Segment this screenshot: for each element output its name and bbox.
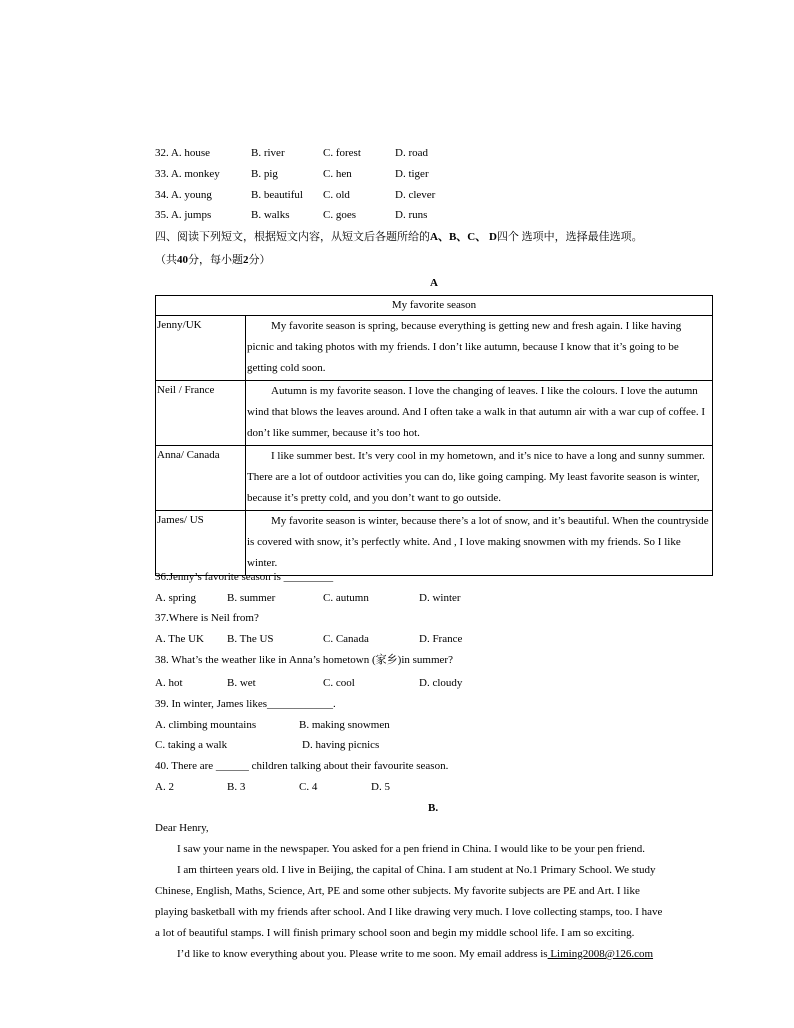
- q36-option-b: B. summer: [227, 592, 276, 604]
- question-40: 40. There are ______ children talking about their favourite season.: [155, 760, 449, 772]
- q36-option-c: C. autumn: [323, 592, 369, 604]
- q35-c: C. goes: [323, 209, 356, 221]
- letter-paragraph-2-line-4: a lot of beautiful stamps. I will finish primary school soon and begin my middle school life. I am so exciting.: [155, 927, 635, 939]
- score-text: （共: [155, 254, 177, 266]
- row-text-rest: summer. There are a lot of outdoor activities you can do, like going camping. My least favorite season is winter, because it’s pretty cold, and you don’t want to go outside.: [247, 450, 705, 504]
- question-39: 39. In winter, James likes____________.: [155, 698, 336, 710]
- q39-option-c: C. taking a walk: [155, 739, 228, 751]
- q40-option-b: B. 3: [227, 781, 246, 793]
- email-link[interactable]: Liming2008@126.com: [547, 948, 654, 960]
- score-total: 40: [177, 254, 188, 266]
- row-name-neil: Neil / France: [156, 381, 246, 446]
- row-text-rest: autumn wind that blows the leaves around. And I often take a walk in that autumn air with a war cup of coffee. I don’t like summer, because it’s too hot.: [247, 385, 705, 439]
- passage-b-label: B.: [428, 802, 439, 814]
- q32-b: B. river: [251, 147, 285, 159]
- q40-option-a: A. 2: [155, 781, 174, 793]
- letter-paragraph-3: [155, 944, 715, 965]
- table-row: [156, 316, 713, 381]
- table-header-row: [156, 296, 713, 316]
- q39-option-b: B. making snowmen: [299, 719, 390, 731]
- q34-a: 34. A. young: [155, 189, 212, 201]
- table-title: My favorite season: [156, 296, 713, 316]
- row-text-rest: countryside is covered with snow, it’s perfectly white. And , I love making snowmen with my friends. So I like winter.: [247, 515, 709, 569]
- section-instructions: [155, 230, 643, 244]
- letter-closing-text: I’d like to know everything about you. Please write to me soon. My email address is: [177, 948, 548, 960]
- letter-paragraph-2-line-2: Chinese, English, Maths, Science, Art, PE and some other subjects. My favorite subjects are PE and Art. I like: [155, 885, 640, 897]
- table-row: [156, 381, 713, 446]
- q33-b: B. pig: [251, 168, 278, 180]
- q34-d: D. clever: [395, 189, 436, 201]
- row-text-line1: Autumn is my favorite season. I love the changing of leaves. I like the colours. I love the: [271, 385, 663, 397]
- question-38: 38. What’s the weather like in Anna’s hometown (家乡)in summer?: [155, 654, 453, 666]
- row-text-james: [246, 511, 713, 576]
- q34-b: B. beautiful: [251, 189, 303, 201]
- letter-paragraph-2-line-1: I am thirteen years old. I live in Beijing, the capital of China. I am student at No.1 Primary School. We study: [177, 864, 656, 876]
- favorite-season-table: [155, 295, 713, 576]
- instr-options: A、B、C、 D: [430, 231, 497, 243]
- q38-option-d: D. cloudy: [419, 677, 463, 689]
- letter-paragraph-1: I saw your name in the newspaper. You asked for a pen friend in China. I would like to be your pen friend.: [177, 843, 645, 855]
- q38-option-a: A. hot: [155, 677, 183, 689]
- table-row: [156, 511, 713, 576]
- score-text-end: 分）: [248, 254, 271, 266]
- section-score: [155, 253, 271, 267]
- q37-option-a: A. The UK: [155, 633, 204, 645]
- letter-body: [155, 818, 715, 965]
- q40-option-c: C. 4: [299, 781, 318, 793]
- q39-option-a: A. climbing mountains: [155, 719, 257, 731]
- q38-option-b: B. wet: [227, 677, 256, 689]
- row-text-line1: I like summer best. It’s very cool in my hometown, and it’s nice to have a long and sunny: [271, 450, 665, 462]
- q32-d: D. road: [395, 147, 428, 159]
- row-text-rest: having picnic and taking photos with my friends. I don’t like autumn, because I know that it’s going to be getting cold soon.: [247, 320, 682, 374]
- instr-text-end: 四个 选项中，选择最佳选项。: [496, 231, 643, 243]
- table-row: [156, 446, 713, 511]
- letter-greeting: Dear Henry,: [155, 822, 209, 834]
- instr-text: 四、阅读下列短文，根据短文内容，从短文后各题所给的: [155, 231, 430, 243]
- letter-paragraph-2-line-3: playing basketball with my friends after school. And I like drawing very much. I love collecting stamps, too. I have: [155, 906, 663, 918]
- row-text-anna: [246, 446, 713, 511]
- row-text-jenny: [246, 316, 713, 381]
- q35-d: D. runs: [395, 209, 428, 221]
- row-name-james: James/ US: [156, 511, 246, 576]
- q32-a: 32. A. house: [155, 147, 210, 159]
- score-text-mid: 分，每小题: [188, 254, 243, 266]
- row-name-jenny: Jenny/UK: [156, 316, 246, 381]
- q37-option-d: D. France: [419, 633, 463, 645]
- q32-c: C. forest: [323, 147, 361, 159]
- q37-option-c: C. Canada: [323, 633, 369, 645]
- q33-d: D. tiger: [395, 168, 429, 180]
- question-37: 37.Where is Neil from?: [155, 612, 259, 624]
- q36-option-d: D. winter: [419, 592, 461, 604]
- q35-b: B. walks: [251, 209, 290, 221]
- q33-c: C. hen: [323, 168, 352, 180]
- passage-a-label: A: [430, 277, 438, 289]
- row-name-anna: Anna/ Canada: [156, 446, 246, 511]
- row-text-neil: [246, 381, 713, 446]
- q33-a: 33. A. monkey: [155, 168, 220, 180]
- q35-a: 35. A. jumps: [155, 209, 212, 221]
- q39-option-d: D. having picnics: [302, 739, 380, 751]
- q38-option-c: C. cool: [323, 677, 355, 689]
- q37-option-b: B. The US: [227, 633, 274, 645]
- row-text-line1: My favorite season is spring, because everything is getting new and fresh again. I like: [271, 320, 649, 332]
- question-36: 36.Jenny’s favorite season is _________: [155, 571, 334, 583]
- row-text-line1: My favorite season is winter, because there’s a lot of snow, and it’s beautiful. When the: [271, 515, 655, 527]
- q34-c: C. old: [323, 189, 350, 201]
- q40-option-d: D. 5: [371, 781, 390, 793]
- q36-option-a: A. spring: [155, 592, 196, 604]
- score-each: 2: [243, 254, 249, 266]
